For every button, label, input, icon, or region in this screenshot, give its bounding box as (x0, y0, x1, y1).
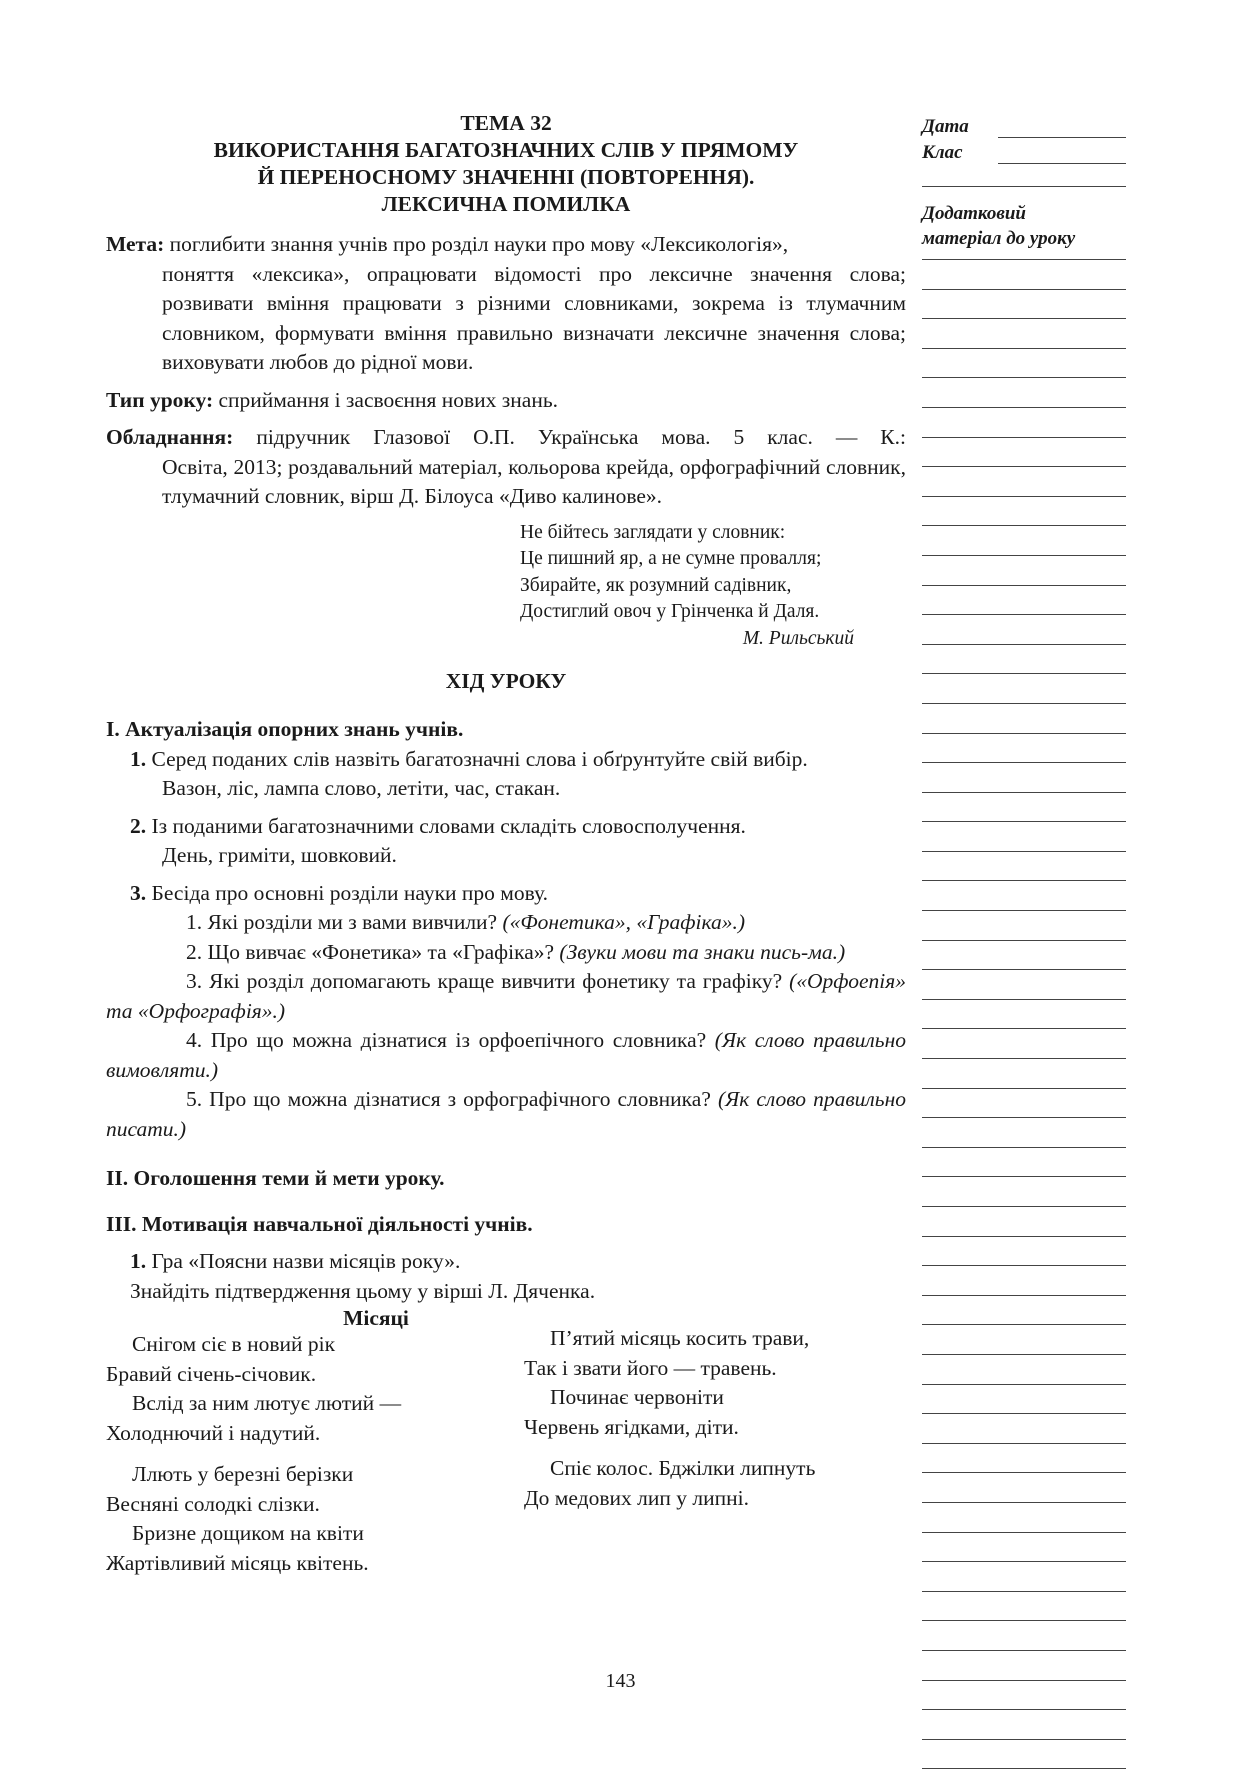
question-item (106, 938, 906, 968)
equipment-line1: підручник Глазової О.П. Українська мова. 5 клас. — К.: (233, 425, 906, 449)
title-line: ЛЕКСИЧНА ПОМИЛКА (381, 192, 631, 216)
note-line (922, 259, 1126, 260)
note-line (922, 555, 1126, 556)
date-label: Дата (922, 116, 969, 137)
answer-text: («Орфоепія» та «Орфографія».) (106, 969, 906, 1023)
note-line (922, 1088, 1126, 1089)
goal-paragraph (106, 230, 906, 378)
note-line (922, 1650, 1126, 1651)
progress-title: ХІД УРОКУ (445, 669, 567, 693)
poem-line: Починає червоніти (550, 1385, 724, 1409)
equipment-paragraph (106, 423, 906, 512)
note-line (922, 940, 1126, 941)
questions-list (106, 908, 906, 1144)
note-line (922, 1413, 1126, 1414)
extra-label-1: Додатковий (922, 203, 1026, 224)
poem-line: Бризне дощиком на квіти (132, 1521, 364, 1545)
note-line (922, 1295, 1126, 1296)
extra-material-heading (922, 201, 1126, 251)
date-field (922, 112, 1126, 138)
task1-text: Серед поданих слів назвіть багатозначні слова і обґрунтуйте свій вибір. (146, 746, 808, 771)
task2 (106, 812, 906, 842)
poem-line: До медових лип у липні. (524, 1485, 749, 1510)
poem-line: Так і звати його — травень. (524, 1355, 777, 1380)
poem (106, 1326, 906, 1575)
extra-label-2: матеріал до уроку (922, 228, 1076, 249)
note-line (922, 614, 1126, 615)
sidebar-rule (922, 186, 1126, 187)
note-line (922, 851, 1126, 852)
epigraph-line: Це пишний яр, а не сумне провалля; (520, 548, 822, 569)
task1-words: Вазон, ліс, лампа слово, летіти, час, стакан. (162, 776, 561, 800)
note-line (922, 644, 1126, 645)
task2-text: Із поданими багатозначними словами складіть словосполучення. (146, 813, 746, 838)
note-line (922, 1354, 1126, 1355)
type-text: сприймання і засвоєння нових знань. (213, 387, 559, 412)
poem-right-column (524, 1324, 815, 1513)
task2-num: 2. (130, 813, 147, 838)
note-line (922, 525, 1126, 526)
note-line (922, 1739, 1126, 1740)
note-line (922, 1768, 1126, 1769)
section2-title: II. Оголошення теми й мети уроку. (106, 1166, 445, 1190)
note-line (922, 1709, 1126, 1710)
equipment-label: Обладнання: (106, 425, 234, 449)
equipment-text: Освіта, 2013; роздавальний матеріал, кольорова крейда, орфографічний словник, тлумачний словник, вірш Д. Білоуса «Диво калинове». (162, 454, 906, 508)
note-line (922, 762, 1126, 763)
game-task-line2: Знайдіть підтвердження цьому у вірші Л. Дяченка. (130, 1278, 596, 1303)
poem-line: Ллють у березні берізки (132, 1462, 354, 1486)
note-lines (922, 259, 1126, 1769)
answer-text: (Як слово правильно вимовляти.) (106, 1028, 906, 1082)
question-item (106, 1026, 906, 1085)
note-line (922, 1028, 1126, 1029)
class-field (922, 138, 1126, 164)
note-line (922, 466, 1126, 467)
question-item (130, 908, 906, 938)
note-line (922, 1176, 1126, 1177)
note-line (922, 318, 1126, 319)
goal-line1: поглибити знання учнів про розділ науки про мову «Лексикологія», (164, 232, 789, 256)
note-line (922, 585, 1126, 586)
poem-line: Вслід за ним лютує лютий — (132, 1391, 402, 1415)
note-line (922, 969, 1126, 970)
poem-title: Місяці (343, 1306, 409, 1330)
question-text: 3. Які розділ допомагають краще вивчити фонетику та графіку? (186, 969, 790, 993)
note-line (922, 673, 1126, 674)
note-line (922, 1058, 1126, 1059)
note-line (922, 1324, 1126, 1325)
poem-line: П’ятий місяць косить трави, (550, 1326, 810, 1350)
note-line (922, 1384, 1126, 1385)
poem-line: Спіє колос. Бджілки липнуть (550, 1456, 816, 1480)
question-text: 5. Про що можна дізнатися з орфографічного словника? (186, 1087, 718, 1111)
task3 (106, 879, 906, 909)
poem-line: Бравий січень-січовик. (106, 1361, 317, 1386)
date-blank (998, 119, 1126, 138)
note-line (922, 1620, 1126, 1621)
type-paragraph (106, 386, 906, 416)
epigraph-line: Збирайте, як розумний садівник, (520, 574, 792, 596)
poem-left-column (106, 1330, 401, 1578)
note-line (922, 348, 1126, 349)
task3-text: Бесіда про основні розділи науки про мову. (146, 880, 549, 905)
question-text: 2. Що вивчає «Фонетика» та «Графіка»? (186, 939, 560, 964)
section1-title: I. Актуалізація опорних знань учнів. (106, 717, 464, 741)
class-label: Клас (922, 142, 963, 163)
question-text: 4. Про що можна дізнатися із орфоепічного словника? (186, 1028, 715, 1052)
lesson-sidebar (922, 112, 1126, 1769)
epigraph (520, 520, 906, 653)
poem-line: Холоднючий і надутий. (106, 1420, 321, 1445)
note-line (922, 1502, 1126, 1503)
note-line (922, 880, 1126, 881)
note-line (922, 1443, 1126, 1444)
question-text: 1. Які розділи ми з вами вивчили? (186, 910, 503, 934)
note-line (922, 1206, 1126, 1207)
poem-line: Жартівливий місяць квітень. (106, 1550, 369, 1575)
answer-text: («Фонетика», «Графіка».) (502, 910, 746, 934)
note-line (922, 1117, 1126, 1118)
answer-text: (Як слово правильно писати.) (106, 1087, 907, 1141)
class-blank (998, 145, 1126, 164)
note-line (922, 377, 1126, 378)
note-line (922, 703, 1126, 704)
lesson-content (106, 110, 907, 1575)
epigraph-author: М. Рильський (742, 627, 854, 649)
note-line (922, 1147, 1126, 1148)
task3-num: 3. (130, 880, 147, 905)
note-line (922, 821, 1126, 822)
note-line (922, 1236, 1126, 1237)
task2-words: День, гриміти, шовковий. (162, 843, 397, 867)
note-line (922, 733, 1126, 734)
game-task (106, 1247, 906, 1277)
note-line (922, 999, 1126, 1000)
goal-text: поняття «лексика», опрацювати відомості про лексичне значення слова; розвивати вміння працювати з різними словниками, зокрема із тлумачним словником, формувати вміння правильно визначати лексичне значення слова; виховувати любов до рідної мови. (162, 261, 906, 374)
epigraph-line: Достиглий овоч у Грінченка й Даля. (520, 601, 820, 622)
note-line (922, 1472, 1126, 1473)
answer-text: (Звуки мови та знаки пись-ма.) (559, 939, 846, 964)
title-line: ВИКОРИСТАННЯ БАГАТОЗНАЧНИХ СЛІВ У ПРЯМОМУ (213, 138, 799, 162)
note-line (922, 407, 1126, 408)
note-line (922, 437, 1126, 438)
task1-num: 1. (130, 746, 147, 771)
goal-label: Мета: (106, 232, 165, 256)
page-number: 143 (605, 1670, 636, 1692)
note-line (922, 1591, 1126, 1592)
note-line (922, 1265, 1126, 1266)
type-label: Тип уроку: (106, 387, 214, 412)
note-line (922, 496, 1126, 497)
epigraph-line: Не бійтесь заглядати у словник: (520, 521, 786, 543)
title-line: ТЕМА 32 (460, 111, 552, 135)
question-item (106, 967, 906, 1026)
note-line (922, 1561, 1126, 1562)
note-line (922, 910, 1126, 911)
title-line: Й ПЕРЕНОСНОМУ ЗНАЧЕННІ (ПОВТОРЕННЯ). (257, 165, 755, 189)
lesson-title (106, 110, 906, 218)
question-item (106, 1085, 906, 1144)
task1 (106, 745, 906, 775)
poem-line: Весняні солодкі слізки. (106, 1491, 320, 1516)
note-line (922, 1532, 1126, 1533)
poem-line: Снігом сіє в новий рік (132, 1332, 336, 1356)
game-task-text: Гра «Поясни назви місяців року». (146, 1249, 461, 1273)
section3-title: III. Мотивація навчальної діяльності учнів. (106, 1211, 533, 1236)
note-line (922, 792, 1126, 793)
poem-line: Червень ягідками, діти. (524, 1414, 739, 1439)
note-line (922, 289, 1126, 290)
game-task-num: 1. (130, 1249, 147, 1273)
